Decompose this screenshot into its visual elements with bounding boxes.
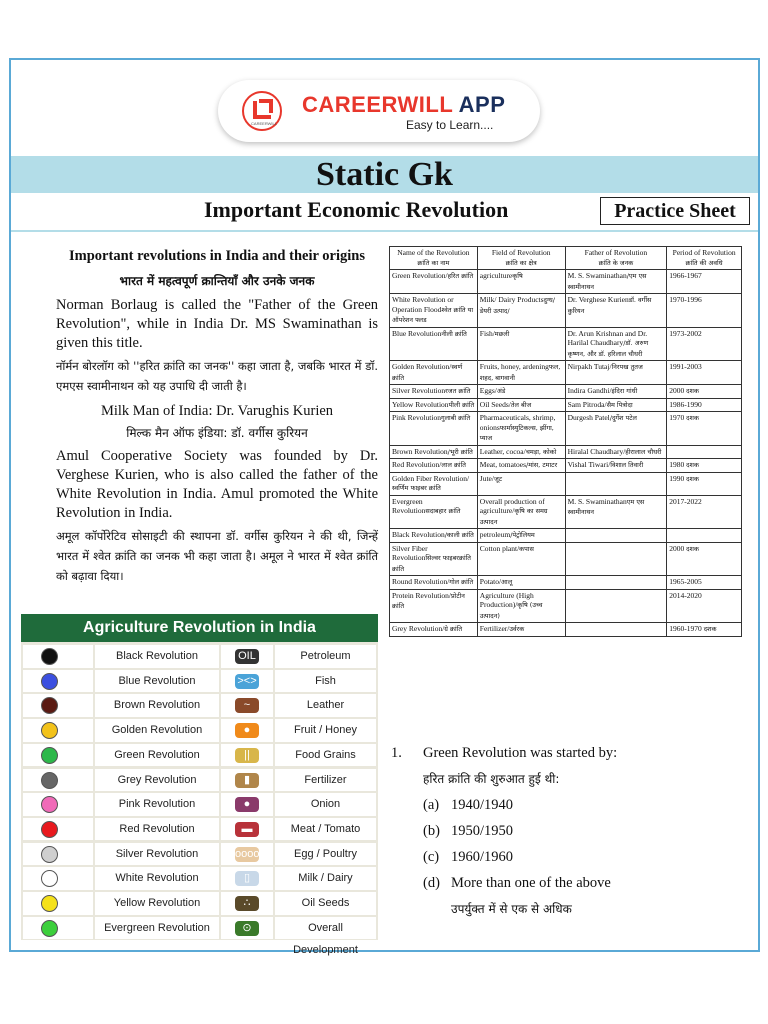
agri-icon-cell (221, 769, 273, 792)
agri-revolution-name: Silver Revolution (95, 843, 219, 866)
cell-field: Fertilizer/उर्वरक (477, 623, 565, 637)
agriculture-revolution-panel (21, 614, 378, 956)
title-band (11, 156, 758, 193)
agri-item: Egg / Poultry (275, 843, 376, 866)
cell-field: Oil Seeds/तेल बीज (477, 398, 565, 412)
agri-revolution-name: Green Revolution (95, 744, 219, 767)
color-dot-icon (41, 722, 58, 739)
color-dot-icon (41, 870, 58, 887)
cell-name: Protein Revolution/प्रोटीन क्रांति (390, 589, 478, 623)
cell-name: Red Revolution/लाल क्रांति (390, 459, 478, 473)
cell-father (565, 529, 667, 543)
agri-color-cell (23, 645, 93, 668)
color-dot-icon (41, 673, 58, 690)
table-row (390, 529, 742, 543)
color-dot-icon (41, 697, 58, 714)
agri-revolution-name: Black Revolution (95, 645, 219, 668)
cell-field: Meat, tomatoes/मांस, टमाटर (477, 459, 565, 473)
table-row (390, 385, 742, 399)
agri-icon-cell (221, 892, 273, 915)
agri-revolution-name: Blue Revolution (95, 670, 219, 693)
color-dot-icon (41, 895, 58, 912)
eggs-icon: oooo (235, 847, 260, 860)
grain-icon: || (235, 748, 259, 763)
page-title: Static Gk (316, 156, 453, 193)
fish-icon: ><> (235, 674, 259, 689)
cell-period: 1965-2005 (667, 576, 742, 590)
cell-field: Jute/जूट (477, 472, 565, 495)
cell-father: Hiralal Chaudhary/हीरालाल चौधरी (565, 445, 667, 459)
agri-color-cell (23, 744, 93, 767)
logo-brand-part1: CAREERWILL (302, 92, 453, 117)
table-row (390, 459, 742, 473)
agri-revolution-name: Grey Revolution (95, 769, 219, 792)
agri-revolution-name: Evergreen Revolution (95, 917, 219, 940)
cell-field: Agriculture (High Production)/कृषि (उच्च उत्पादन) (477, 589, 565, 623)
option-a[interactable]: (a) 1940/1940 (423, 797, 514, 813)
revolution-table (389, 246, 742, 637)
cell-period: 2017-2022 (667, 495, 742, 529)
agri-revolution-name: Brown Revolution (95, 694, 219, 717)
leather-icon: ~ (235, 698, 259, 713)
option-b[interactable]: (b) 1950/1950 (423, 823, 514, 839)
agri-color-cell (23, 867, 93, 890)
agri-color-cell (23, 769, 93, 792)
cell-period: 1966-1967 (667, 270, 742, 294)
agri-row (21, 891, 378, 916)
agri-revolution-name: Yellow Revolution (95, 892, 219, 915)
meat-icon: ▬ (235, 822, 259, 837)
table-row (390, 589, 742, 623)
table-row (390, 327, 742, 361)
cell-name: Green Revolution/हरित क्रांति (390, 270, 478, 294)
oil-seeds-icon: ∴ (235, 896, 259, 911)
agri-row (21, 693, 378, 718)
agri-color-cell (23, 892, 93, 915)
cell-period (667, 529, 742, 543)
agri-item: Overall Development (275, 917, 376, 940)
agri-color-cell (23, 694, 93, 717)
cell-field: Overall production of agriculture/कृषि का समग्र उत्पादन (477, 495, 565, 529)
cell-father: M. S. Swaminathanएम एस स्वामीनाथन (565, 495, 667, 529)
agri-item: Onion (275, 793, 376, 816)
table-row (390, 361, 742, 385)
cell-father (565, 589, 667, 623)
cell-father (565, 623, 667, 637)
agri-icon-cell (221, 793, 273, 816)
cell-period: 1970-1996 (667, 294, 742, 328)
practice-sheet-badge: Practice Sheet (600, 197, 750, 225)
question-number: 1. (391, 745, 402, 761)
option-c[interactable]: (c) 1960/1960 (423, 849, 514, 865)
agri-revolution-name: Red Revolution (95, 818, 219, 841)
agri-row (21, 644, 378, 669)
agri-icon-cell (221, 694, 273, 717)
left-heading-en: Important revolutions in India and their origins (69, 248, 365, 264)
cell-field: Pharmaceuticals, shrimp, onionsफार्मास्युटिकल्स, झींगा, प्याज (477, 412, 565, 446)
option-d-hi: उपर्युक्त में से एक से अधिक (451, 902, 572, 916)
agri-revolution-name: Pink Revolution (95, 793, 219, 816)
cell-name: Golden Fiber Revolution/स्वर्णिम फाइबर क्रांति (390, 472, 478, 495)
para1-hi: नॉर्मन बोरलॉग को ''हरित क्रांति का जनक'' कहा जाता है, जबकि भारत में डॉ. एमएस स्वामीनाथन को यह उपाधि दी जाती है। (56, 359, 378, 393)
color-dot-icon (41, 796, 58, 813)
cell-name: Grey Revolution/ग्रे क्रांति (390, 623, 478, 637)
tractor-icon: ⊙ (235, 921, 259, 936)
color-dot-icon (41, 772, 58, 789)
cell-period: 1986-1990 (667, 398, 742, 412)
agri-item: Leather (275, 694, 376, 717)
logo-brand-part2: APP (458, 92, 506, 117)
color-dot-icon (41, 747, 58, 764)
fertilizer-bag-icon: ▮ (235, 773, 259, 788)
agri-revolution-name: White Revolution (95, 867, 219, 890)
table-row (390, 542, 742, 576)
cell-period: 2000 दशक (667, 385, 742, 399)
table-header-row (390, 247, 742, 270)
agri-item: Milk / Dairy (275, 867, 376, 890)
cell-name: Yellow Revolutionपीली क्रांति (390, 398, 478, 412)
agri-color-cell (23, 670, 93, 693)
agri-item: Fertilizer (275, 769, 376, 792)
agri-color-cell (23, 719, 93, 742)
table-row (390, 576, 742, 590)
agri-item: Oil Seeds (275, 892, 376, 915)
agri-icon-cell (221, 719, 273, 742)
header-name: Name of the Revolution क्रांति का नाम (390, 247, 478, 270)
agri-icon-cell (221, 818, 273, 841)
table-row (390, 398, 742, 412)
color-dot-icon (41, 648, 58, 665)
agri-icon-cell (221, 670, 273, 693)
table-row (390, 412, 742, 446)
header-father: Father of Revolution क्रांति के जनक (565, 247, 667, 270)
agri-row (21, 817, 378, 842)
logo-brand (302, 92, 505, 118)
cell-father: Dr. Verghese Kurienडॉ. वर्गीस कुरियन (565, 294, 667, 328)
agri-item: Petroleum (275, 645, 376, 668)
agri-item: Fish (275, 670, 376, 693)
careerwill-mark-icon (242, 91, 282, 131)
logo-mark-text: CAREERWILL (251, 121, 277, 126)
agri-item: Meat / Tomato (275, 818, 376, 841)
color-dot-icon (41, 821, 58, 838)
page-subtitle: Important Economic Revolution (204, 197, 509, 222)
cell-field: Milk/ Dairy Productsदुग्ध/डेयरी उत्पाद/ (477, 294, 565, 328)
cell-father: Sam Pitroda/सैम पित्रोदा (565, 398, 667, 412)
agri-row (21, 718, 378, 743)
careerwill-logo (218, 80, 540, 142)
agri-color-cell (23, 818, 93, 841)
agri-row (21, 768, 378, 793)
table-row (390, 270, 742, 294)
milkman-hi: मिल्क मैन ऑफ इंडिया: डॉ. वर्गीस कुरियन (126, 426, 308, 440)
agri-row (21, 743, 378, 768)
cell-period: 1980 दशक (667, 459, 742, 473)
cell-father: Vishal Tiwari/विशाल तिवारी (565, 459, 667, 473)
agri-icon-cell (221, 917, 273, 940)
cell-field: Cotton plant/कपास (477, 542, 565, 576)
table-row (390, 294, 742, 328)
cell-father: M. S. Swaminathan/एम एस स्वामीनाथन (565, 270, 667, 294)
question-1 (391, 740, 741, 922)
cell-period (667, 445, 742, 459)
left-column (56, 246, 378, 586)
cell-name: Silver Fiber Revolutionसिल्वर फाइबरक्रांति क्रांति (390, 542, 478, 576)
cell-period: 1970 दशक (667, 412, 742, 446)
agri-row (21, 916, 378, 956)
color-dot-icon (41, 846, 58, 863)
cell-father: Dr. Arun Krishnan and Dr. Harilal Chaudhary/डॉ. अरुण कृष्णन, और डॉ. हरिलाल चौधरी (565, 327, 667, 361)
agri-row (21, 792, 378, 817)
cell-name: Brown Revolution/भूरी क्रांति (390, 445, 478, 459)
question-text-hi: हरित क्रांति की शुरुआत हुई थी: (423, 772, 560, 786)
table-row (390, 495, 742, 529)
option-d[interactable]: (d) More than one of the above (423, 875, 611, 891)
cell-father (565, 542, 667, 576)
logo-tagline: Easy to Learn.... (406, 118, 494, 132)
table-row (390, 623, 742, 637)
agri-item: Food Grains (275, 744, 376, 767)
cell-period: 1960-1970 दशक (667, 623, 742, 637)
cell-field: agricultureकृषि (477, 270, 565, 294)
agri-icon-cell (221, 744, 273, 767)
agri-row (21, 842, 378, 867)
cell-field: Leather, cocoa/चमड़ा, कोको (477, 445, 565, 459)
cell-period: 1991-2003 (667, 361, 742, 385)
cell-period: 2000 दशक (667, 542, 742, 576)
para2-hi: अमूल कॉर्पोरेटिव सोसाइटी की स्थापना डॉ. वर्गीस कुरियन ने की थी, जिन्हें भारत में श्वेत क्रांति का जनक भी कहा जाता है। अमूल ने भारत में श्वेत क्रांति को बढ़ावा दिया। (56, 529, 378, 583)
question-text-en: 1. Green Revolution was started by: (391, 740, 741, 766)
agri-heading: Agriculture Revolution in India (21, 614, 378, 642)
para2-en: Amul Cooperative Society was founded by Dr. Verghese Kurien, who is also called the father of the White Revolution in India. Amul promoted the White Revolution in India. (56, 448, 378, 521)
left-heading-hi: भारत में महत्वपूर्ण क्रान्तियाँ और उनके जनक (119, 274, 315, 288)
agri-icon-cell (221, 843, 273, 866)
header-divider (11, 230, 758, 232)
header-field: Field of Revolution क्रांति का क्षेत्र (477, 247, 565, 270)
agri-row (21, 866, 378, 891)
agri-color-cell (23, 843, 93, 866)
agri-icon-cell (221, 867, 273, 890)
oil-barrel-icon: OIL (235, 649, 259, 664)
cell-name: Evergreen Revolutionसदाबहार क्रांति (390, 495, 478, 529)
cell-name: White Revolution or Operation Floodश्वेत क्रांति या ऑपरेशन फ्लड (390, 294, 478, 328)
cell-father: Indira Gandhi/इंदिरा गांधी (565, 385, 667, 399)
cell-name: Golden Revolution/स्वर्ण क्रांति (390, 361, 478, 385)
agri-color-cell (23, 917, 93, 940)
cell-name: Black Revolution/काली क्रांति (390, 529, 478, 543)
agri-icon-cell (221, 645, 273, 668)
fruit-icon: ● (235, 723, 259, 738)
cell-field: Fruits, honey, ardeningफल, शहद, बागवानी (477, 361, 565, 385)
milk-bottle-icon: ▯ (235, 871, 259, 886)
cell-father (565, 472, 667, 495)
milkman-en: Milk Man of India: Dr. Varughis Kurien (100, 403, 334, 419)
cell-father (565, 576, 667, 590)
cell-period: 1990 दशक (667, 472, 742, 495)
table-row (390, 472, 742, 495)
onion-icon: ● (235, 797, 259, 812)
cell-period: 2014-2020 (667, 589, 742, 623)
cell-father: Durgesh Patel/दुर्गेश पटेल (565, 412, 667, 446)
agri-color-cell (23, 793, 93, 816)
agri-revolution-name: Golden Revolution (95, 719, 219, 742)
color-dot-icon (41, 920, 58, 937)
agri-row (21, 669, 378, 694)
cell-name: Round Revolution/गोल क्रांति (390, 576, 478, 590)
cell-period: 1973-2002 (667, 327, 742, 361)
para1-en: Norman Borlaug is called the "Father of the Green Revolution", while in India Dr. MS Swaminathan is given this title. (56, 297, 378, 351)
agri-item: Fruit / Honey (275, 719, 376, 742)
cell-name: Pink Revolutionगुलाबी क्रांति (390, 412, 478, 446)
cell-father: Nirpakh Tutaj/निरपख तुतज (565, 361, 667, 385)
cell-field: petroleum/पेट्रोलियम (477, 529, 565, 543)
cell-field: Potato/आलू (477, 576, 565, 590)
cell-name: Blue Revolutionनीली क्रांति (390, 327, 478, 361)
cell-field: Fish/मछली (477, 327, 565, 361)
cell-field: Eggs/अंडे (477, 385, 565, 399)
table-row (390, 445, 742, 459)
header-period: Period of Revolution क्रांति की अवधि (667, 247, 742, 270)
cell-name: Silver Revolutionरजत क्रांति (390, 385, 478, 399)
